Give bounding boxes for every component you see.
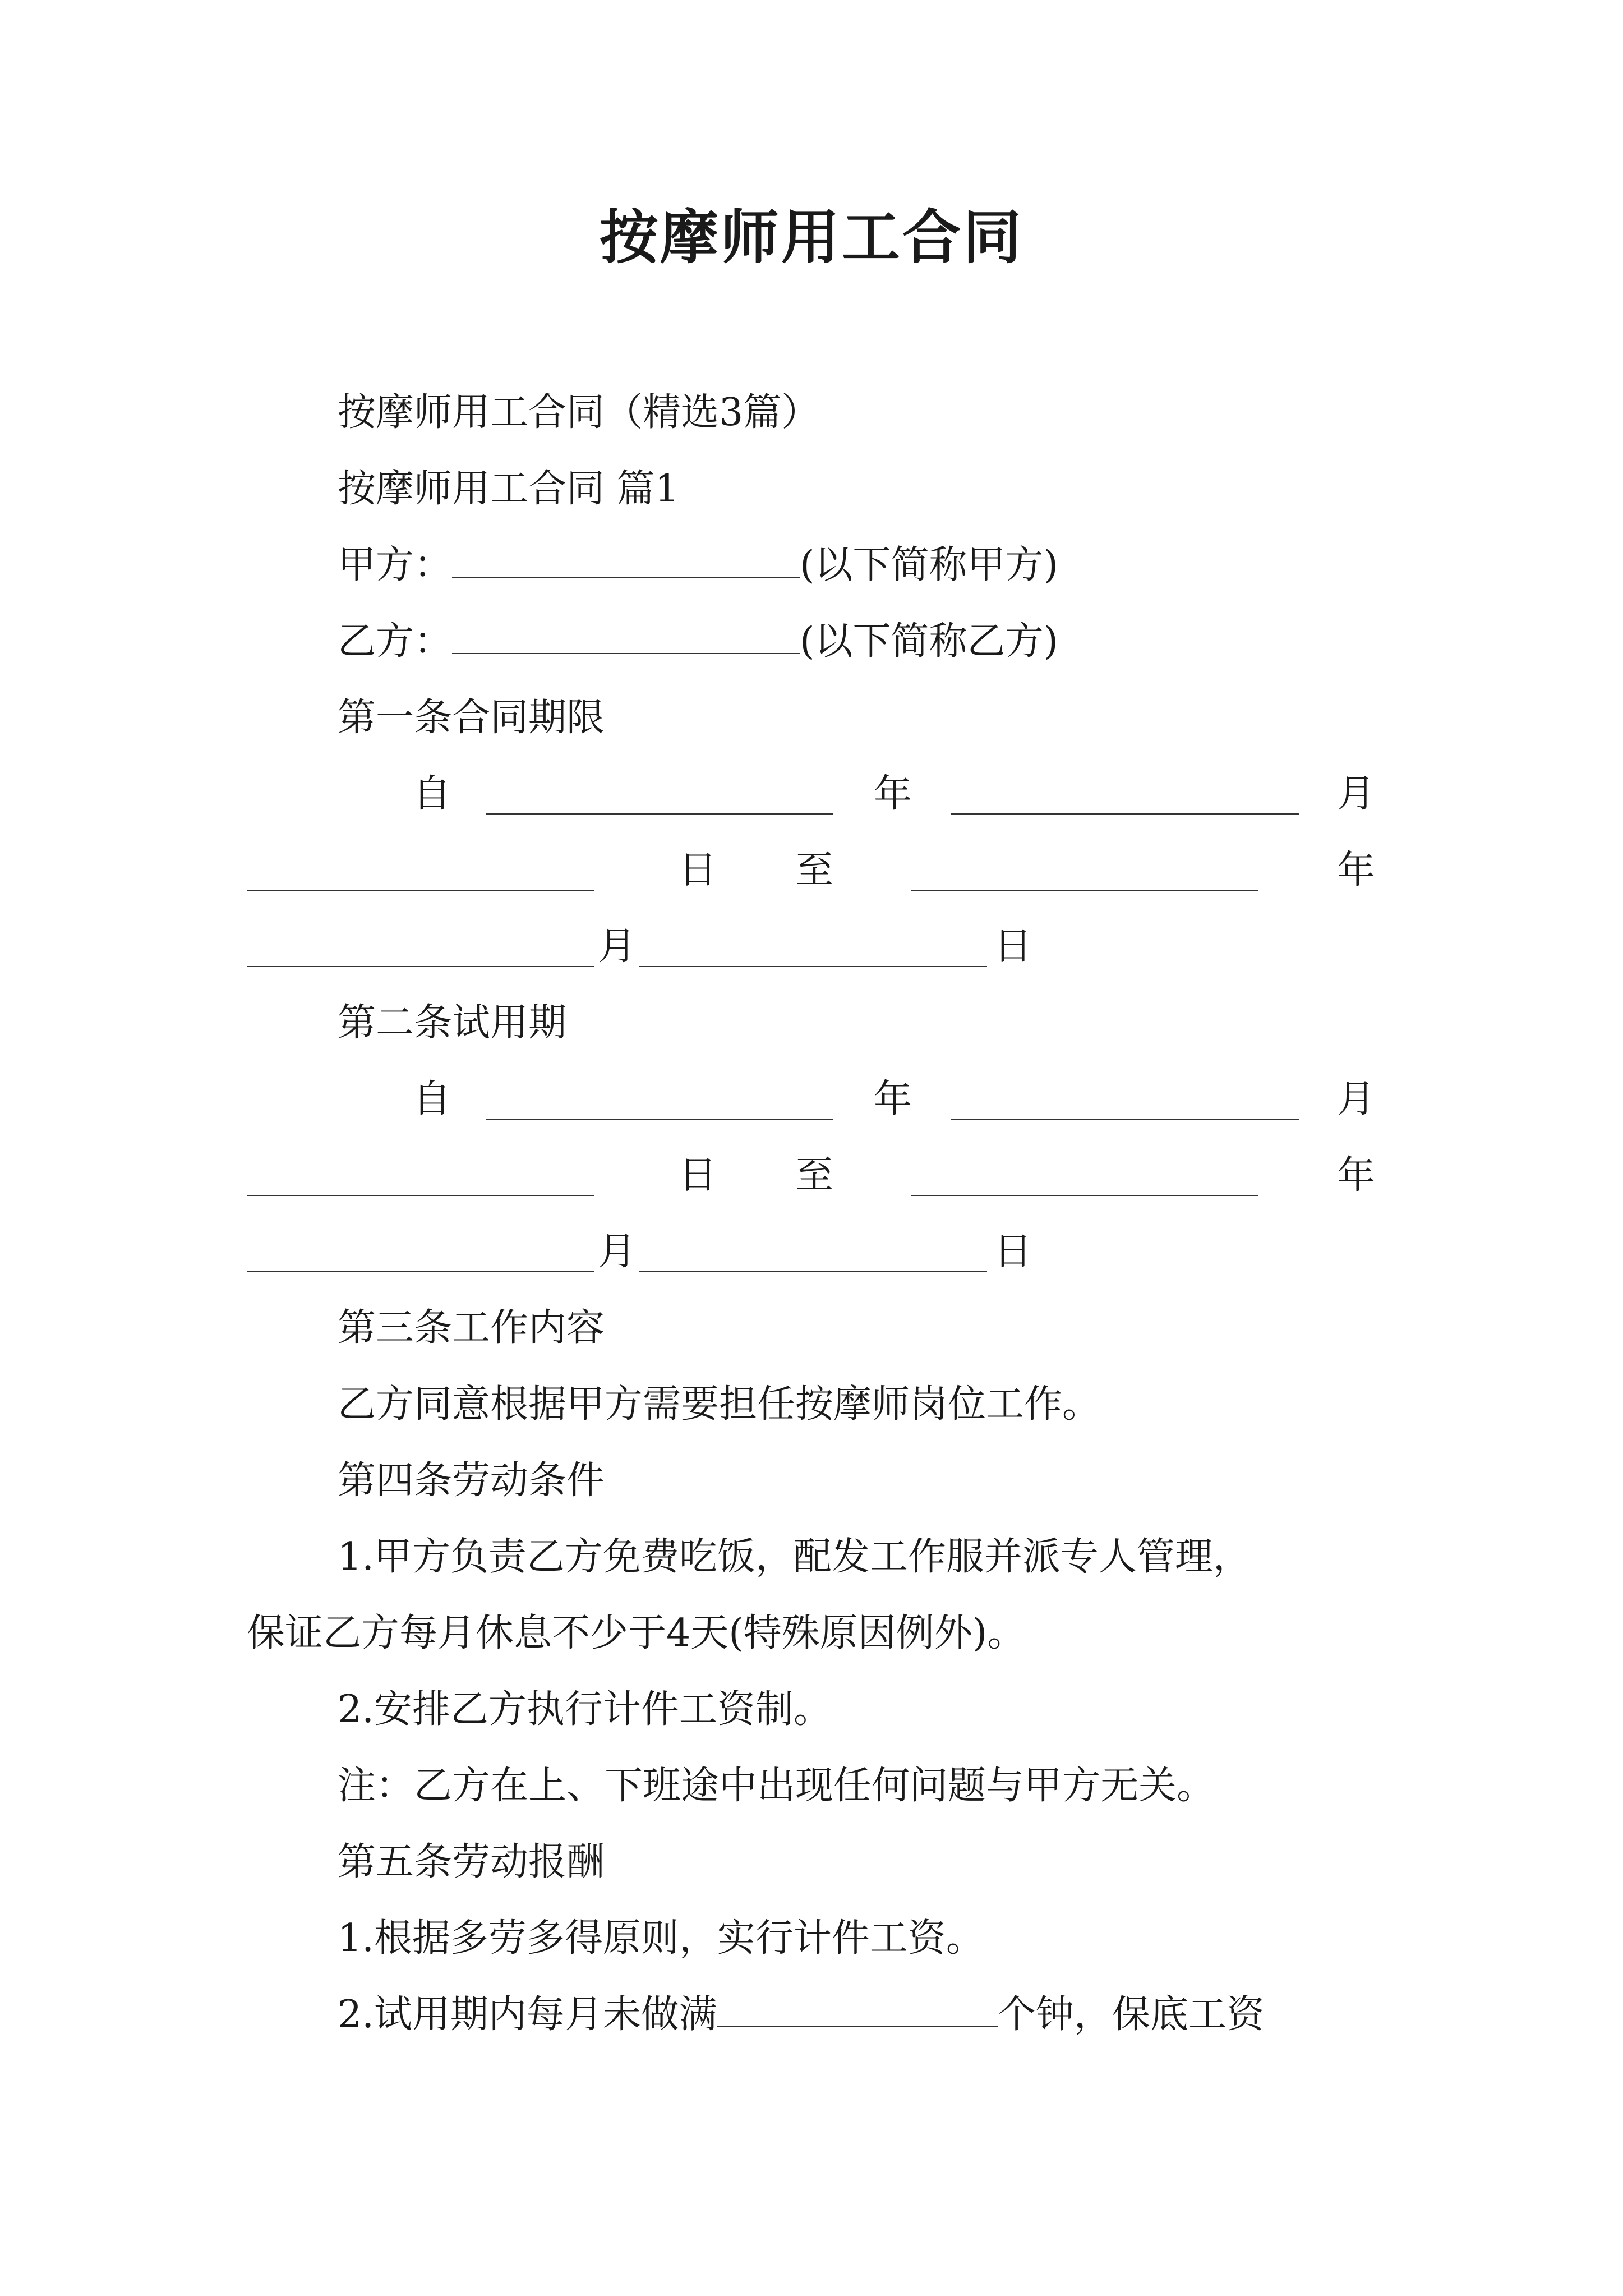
date-year-word: 年 <box>1337 848 1376 892</box>
date-year-word: 年 <box>874 772 912 816</box>
article4-item1-line2: 保证乙方每月休息不少于4天(特殊原因例外)。 <box>247 1611 1026 1655</box>
date-blank <box>486 1119 833 1120</box>
party-b-blank <box>452 650 800 654</box>
party-a-label: 甲方： <box>338 543 453 587</box>
article2-title: 第二条试用期 <box>338 1001 567 1045</box>
date-month-word: 月 <box>598 1230 637 1274</box>
date-year-word: 年 <box>874 1077 912 1121</box>
party-b-line <box>338 614 1058 670</box>
article4-item1-line1: 1.甲方负责乙方免费吃饭，配发工作服并派专人管理， <box>338 1535 1251 1579</box>
date-blank <box>639 966 987 967</box>
date-to-word: 至 <box>795 848 834 892</box>
date-blank <box>247 890 594 891</box>
article4-title: 第四条劳动条件 <box>338 1458 605 1503</box>
date-from-word: 自 <box>413 772 451 816</box>
article1-title: 第一条合同期限 <box>338 696 605 740</box>
party-a-line <box>338 537 1058 593</box>
date-day-word: 日 <box>679 1153 717 1198</box>
article5-item2-suffix: 个钟，保底工资 <box>997 1993 1265 2037</box>
document-title: 按摩师用工合同 <box>599 203 1023 272</box>
date-blank <box>951 813 1299 815</box>
date-blank <box>911 890 1258 891</box>
party-b-suffix: (以下简称乙方) <box>800 619 1059 664</box>
date-blank <box>951 1119 1299 1120</box>
date-blank <box>639 1271 987 1272</box>
article5-item2-prefix: 2.试用期内每月未做满 <box>338 1993 717 2037</box>
article5-item2 <box>338 1987 1265 2043</box>
date-from-word: 自 <box>413 1077 451 1121</box>
date-month-word: 月 <box>1337 1077 1376 1121</box>
date-blank <box>486 813 833 815</box>
article3-title: 第三条工作内容 <box>338 1306 605 1350</box>
party-a-blank <box>452 573 800 578</box>
article5-item1: 1.根据多劳多得原则，实行计件工资。 <box>338 1916 984 1961</box>
date-blank <box>247 1271 594 1272</box>
date-day-word: 日 <box>994 924 1032 969</box>
date-to-word: 至 <box>795 1153 834 1198</box>
article4-item2: 2.安排乙方执行计件工资制。 <box>338 1687 832 1732</box>
article3-text: 乙方同意根据甲方需要担任按摩师岗位工作。 <box>338 1382 1101 1427</box>
date-blank <box>911 1195 1258 1196</box>
party-a-suffix: (以下简称甲方) <box>800 543 1059 587</box>
document-subtitle: 按摩师用工合同（精选3篇） <box>338 390 820 435</box>
date-month-word: 月 <box>598 924 637 969</box>
article5-item2-blank <box>717 2023 998 2027</box>
date-day-word: 日 <box>679 848 717 892</box>
section-heading: 按摩师用工合同 篇1 <box>338 467 679 511</box>
article5-title: 第五条劳动报酬 <box>338 1840 605 1884</box>
date-blank <box>247 966 594 967</box>
date-day-word: 日 <box>994 1230 1032 1274</box>
party-b-label: 乙方： <box>338 619 453 664</box>
date-blank <box>247 1195 594 1196</box>
date-year-word: 年 <box>1337 1153 1376 1198</box>
article4-note: 注：乙方在上、下班途中出现任何问题与甲方无关。 <box>338 1764 1215 1808</box>
date-month-word: 月 <box>1337 772 1376 816</box>
